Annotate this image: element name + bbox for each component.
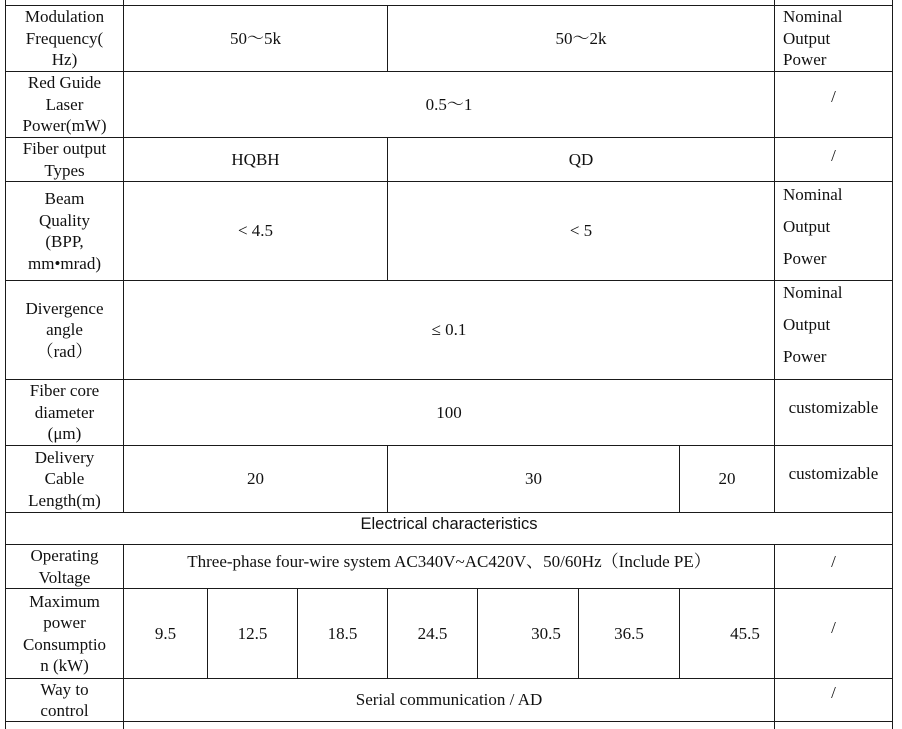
divergence-label: Divergence angle （rad）: [25, 298, 104, 361]
modulation-note: Nominal Output Power: [783, 7, 843, 70]
delivery-cable-label: Delivery Cable Length(m): [28, 447, 101, 510]
fiber-core-value: 100: [436, 402, 462, 422]
row-divider: [5, 721, 893, 722]
red-guide-note: /: [831, 86, 836, 106]
way-to-control-label: Way to control: [40, 679, 89, 720]
operating-voltage-label: Operating Voltage: [30, 546, 99, 587]
max-power-value: 12.5: [237, 623, 268, 643]
beam-quality-value-2: < 5: [569, 221, 593, 241]
fiber-output-note: /: [831, 145, 836, 165]
max-power-value: 9.5: [154, 623, 177, 643]
fiber-output-value-2: QD: [568, 149, 594, 169]
max-power-value: 24.5: [417, 623, 448, 643]
red-guide-label: Red Guide Laser Power(mW): [22, 73, 107, 136]
operating-voltage-value: Three-phase four-wire system AC340V~AC420V、50/60Hz（Include PE）: [187, 551, 711, 571]
red-guide-value: 0.5～1: [425, 94, 473, 114]
modulation-value-2: 50～2k: [555, 28, 607, 48]
divergence-value: ≤ 0.1: [431, 320, 467, 340]
way-to-control-value: Serial communication / AD: [355, 690, 543, 710]
divergence-note: Nominal Output Power: [783, 283, 843, 366]
fiber-output-label: Fiber output Types: [22, 139, 107, 180]
max-power-value: 30.5: [531, 623, 561, 643]
max-power-value: 36.5: [614, 623, 644, 643]
operating-voltage-note: /: [831, 551, 836, 571]
max-power-value: 18.5: [327, 623, 358, 643]
delivery-cable-value-2: 30: [525, 469, 542, 489]
delivery-cable-value-3: 20: [718, 469, 736, 489]
modulation-value-1: 50～5k: [230, 28, 281, 48]
max-power-value: 45.5: [730, 623, 760, 643]
modulation-label: Modulation Frequency( Hz): [24, 7, 105, 70]
section-title: Electrical characteristics: [360, 515, 538, 534]
beam-quality-note: Nominal Output Power: [783, 185, 843, 268]
table-border-right: [892, 0, 893, 729]
max-power-label: Maximum power Consumptio n (kW): [22, 591, 107, 675]
delivery-cable-note: customizable: [788, 464, 879, 484]
max-power-note: /: [831, 617, 836, 637]
fiber-core-note: customizable: [788, 397, 879, 417]
beam-quality-label: Beam Quality (BPP, mm•mrad): [28, 189, 101, 273]
beam-quality-value-1: < 4.5: [237, 221, 274, 241]
delivery-cable-value-1: 20: [247, 469, 264, 489]
fiber-core-label: Fiber core diameter (μm): [29, 381, 100, 444]
way-to-control-note: /: [831, 683, 836, 703]
fiber-output-value-1: HQBH: [231, 149, 280, 169]
